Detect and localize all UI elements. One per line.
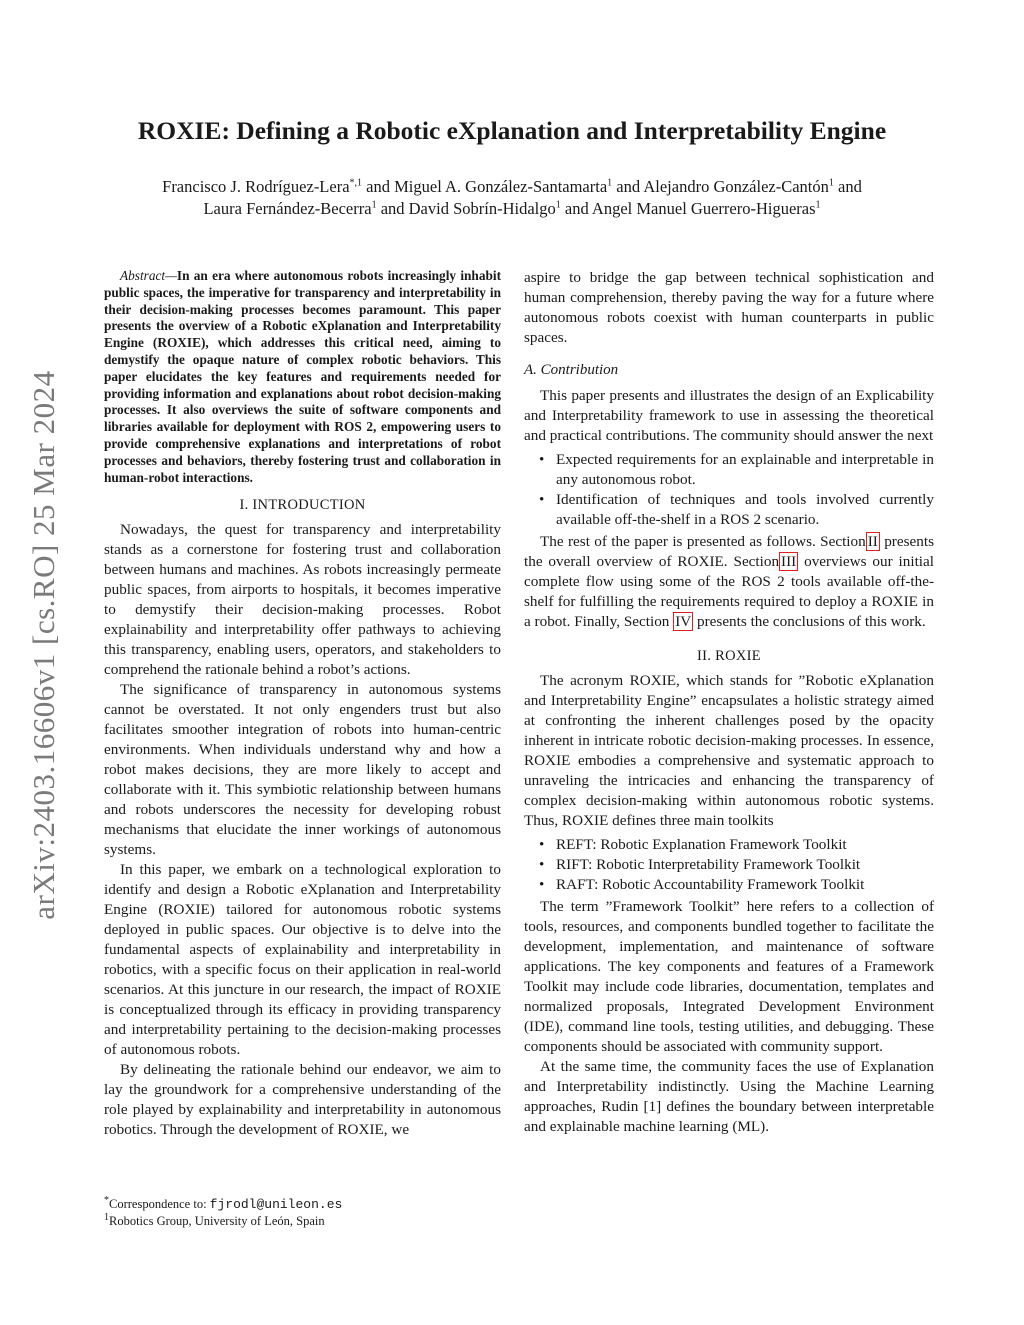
paragraph: By delineating the rationale behind our endeavor, we aim to lay the groundwork for a comprehensive understanding of the role played by explainability and interpretability in autonomous robotics. Through the development of ROXIE, we <box>104 1061 501 1139</box>
paragraph: aspire to bridge the gap between technical sophistication and human comprehension, thereby paving the way for a future where autonomous robots coexist with human counterparts in public spaces. <box>524 269 934 346</box>
author-name: Francisco J. Rodríguez-Lera <box>162 177 350 196</box>
author-name: Miguel A. González-Santamarta <box>394 177 608 196</box>
author-name: David Sobrín-Hidalgo <box>408 199 556 218</box>
text-run: overviews our initial complete flow using some of the ROS 2 tools available off-the-shelf for fulfilling the requirements required to deploy a ROXIE in a robot. Finally, Section <box>524 553 934 630</box>
paper-title: ROXIE: Defining a Robotic eXplanation and Interpretability Engine <box>137 116 887 145</box>
paragraph: This paper presents and illustrates the design of an Explicability and Interpretability framework to use in assessing the theoretical and practical contributions. The community should answer the next <box>524 387 934 444</box>
text-run: The rest of the paper is presented as follows. Section <box>540 533 866 550</box>
arxiv-identifier: arXiv:2403.16606v1 [cs.RO] 25 Mar 2024 <box>26 370 61 920</box>
section-heading-roxie: II. ROXIE <box>697 648 761 664</box>
list-item: • RAFT: Robotic Accountability Framework Toolkit <box>556 875 934 895</box>
footnote-correspondence <box>104 1196 501 1213</box>
abstract-label: Abstract <box>120 268 166 283</box>
author-affiliation-mark: *,1 <box>349 177 363 189</box>
correspondence-email: fjrodl@unileon.es <box>209 1197 343 1212</box>
author-name: Angel Manuel Guerrero-Higueras <box>591 199 816 218</box>
author-separator: and <box>366 177 390 196</box>
footnote-text: Robotics Group, University of León, Spain <box>109 1214 325 1228</box>
section-ref-link[interactable]: III <box>781 553 797 570</box>
left-column <box>104 268 501 1140</box>
abstract <box>104 268 501 486</box>
paragraph: At the same time, the community faces the use of Explanation and Interpretability indistinctly. Using the Machine Learning approaches, Rudin [1] defines the boundary between interpretable and explainable machine learning (ML). <box>524 1058 934 1135</box>
paragraph: The acronym ROXIE, which stands for ”Robotic eXplanation and Interpretability Engine” encapsulates a holistic strategy aimed at confronting the inherent challenges posed by the opacity inherent in intricate robotic decision-making processes. In essence, ROXIE embodies a comprehensive and systematic approach to unraveling the intricacies and enhancing the transparency of complex decision-making within autonomous robotic systems. Thus, ROXIE defines three main toolkits <box>524 672 934 829</box>
subsection-heading-contribution: A. Contribution <box>524 362 619 378</box>
text-run: presents the conclusions of this work. <box>693 613 926 630</box>
footnote-mark: * <box>104 1194 109 1206</box>
footnote-affiliation <box>104 1213 501 1230</box>
list-item: • Identification of techniques and tools involved currently available off-the-shelf in a ROS 2 scenario. <box>556 490 934 530</box>
footnote-mark: 1 <box>104 1211 109 1223</box>
list-item: • Expected requirements for an explainable and interpretable in any autonomous robot. <box>556 450 934 490</box>
author-name: Alejandro González-Cantón <box>643 177 829 196</box>
section-ref-link[interactable]: IV <box>675 613 692 630</box>
paragraph: Nowadays, the quest for transparency and interpretability stands as a cornerstone for fostering trust and collaboration between humans and machines. As robots increasingly permeate public spaces, from airports to hospitals, it becomes imperative to demystify their decision-making processes. Robot explainability and interpretability offer pathways to achieving this transparency, enabling users, operators, and stakeholders to comprehend the rationale behind a robot’s actions. <box>104 521 501 679</box>
abstract-text: In an era where autonomous robots increasingly inhabit public spaces, the imperative for transparency and interpretability in their decision-making processes becomes paramount. This paper presents the overview of a Robotic eXplanation and Interpretability Engine (ROXIE), which addresses this critical need, aiming to demystify the opaque nature of complex robotic behaviors. This paper elucidates the key features and requirements needed for providing information and explanations about robot decision-making processes. It also overviews the suite of software components and libraries available for deployment with ROS 2, empowering users to provide comprehensive explanations and interpretations of robot processes and behaviors, thereby fostering trust and collaboration in human-robot interactions. <box>104 268 501 485</box>
toolkit-list <box>524 835 934 895</box>
section-ref-link[interactable]: II <box>867 533 878 550</box>
right-column <box>524 268 934 1137</box>
list-item: • RIFT: Robotic Interpretability Framework Toolkit <box>556 855 934 875</box>
author-affiliation-mark: 1 <box>555 199 561 211</box>
author-separator: and <box>380 199 405 218</box>
paragraph <box>524 532 934 632</box>
arxiv-side-stamp <box>20 350 68 940</box>
paragraph: In this paper, we embark on a technological exploration to identify and design a Robotic eXplanation and Interpretability Engine (ROXIE) tailored for autonomous robotic systems deployed in public spaces. Our objective is to delve into the fundamental aspects of explainability and interpretability in robotics, with a specific focus on their application in real-world scenarios. At this juncture in our research, the impact of ROXIE is conceptualized through its efficacy in providing transparency and interpretability pertaining to the decision-making processes of autonomous robots. <box>104 861 501 1059</box>
footnote-text: Correspondence to: <box>109 1197 210 1211</box>
author-affiliation-mark: 1 <box>607 177 613 189</box>
abstract-dash: — <box>165 268 177 283</box>
author-separator: and <box>838 177 862 196</box>
contribution-list <box>524 450 934 530</box>
paragraph: The significance of transparency in autonomous systems cannot be overstated. It not only engenders trust but also facilitates smoother integration of robots into human-centric environments. When individuals understand why and how a robot makes decisions, they are more likely to accept and collaborate with it. This symbiotic relationship between humans and robots underscores the necessity for developing robust mechanisms that elucidate the inner workings of autonomous systems. <box>104 681 501 859</box>
author-separator: and <box>564 199 589 218</box>
text-run: presents the overall overview of ROXIE. Section <box>524 533 934 570</box>
footnotes <box>104 1196 501 1230</box>
author-list <box>80 176 944 220</box>
section-heading-introduction: I. INTRODUCTION <box>239 497 366 514</box>
author-affiliation-mark: 1 <box>828 177 834 189</box>
list-item: • REFT: Robotic Explanation Framework Toolkit <box>556 835 934 855</box>
author-name: Laura Fernández-Becerra <box>203 199 372 218</box>
author-affiliation-mark: 1 <box>815 199 821 211</box>
author-affiliation-mark: 1 <box>371 199 377 211</box>
paragraph: The term ”Framework Toolkit” here refers to a collection of tools, resources, and components bundled together to facilitate the development, implementation, and maintenance of software applications. The key components and features of a Framework Toolkit may include code libraries, documentation, templates and normalized proposals, Integrated Development Environment (IDE), command line tools, testing utilities, and debugging. These components should be associated with community support. <box>524 898 934 1055</box>
author-separator: and <box>616 177 641 196</box>
